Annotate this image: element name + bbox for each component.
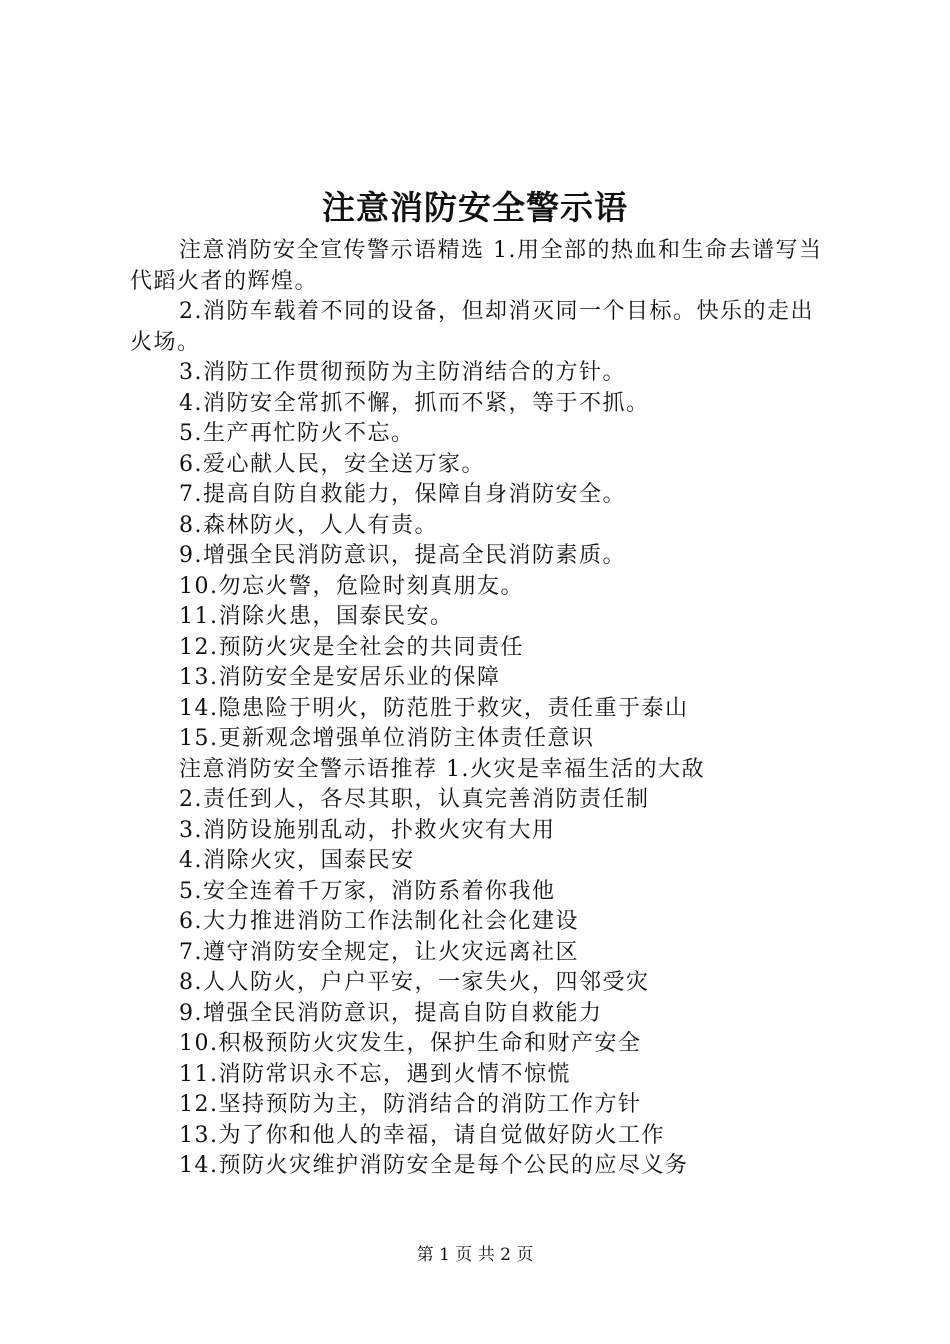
list-item: 6.爱心献人民，安全送万家。 [179, 451, 485, 477]
list-item: 6.大力推进消防工作法制化社会化建设 [179, 909, 579, 934]
list-item: 3.消防设施别乱动，扑救火灾有大用 [179, 817, 556, 843]
list-item: 2.责任到人，各尽其职，认真完善消防责任制 [179, 787, 650, 812]
list-item: 14.隐患险于明火，防范胜于救灾，责任重于泰山 [179, 695, 689, 721]
list-item: 10.勿忘火警，危险时刻真朋友。 [179, 573, 524, 599]
list-item: 8.人人防火，户户平安，一家失火，四邻受灾 [179, 970, 650, 995]
paragraph: 2.消防车载着不同的设备，但却消灭同一个目标。快乐的走出火场。 [130, 299, 814, 355]
list-item: 12.坚持预防为主，防消结合的消防工作方针 [179, 1092, 642, 1117]
list-item: 12.预防火灾是全社会的共同责任 [179, 634, 524, 660]
list-item: 5.安全连着千万家，消防系着你我他 [179, 878, 556, 904]
list-item: 7.提高自防自救能力，保障自身消防安全。 [179, 482, 626, 507]
section-heading-line: 注意消防安全警示语推荐 1.火灾是幸福生活的大敌 [179, 756, 705, 782]
document-title: 注意消防安全警示语 [322, 188, 628, 227]
list-item: 4.消除火灾，国泰民安 [179, 848, 415, 873]
list-item: 11.消除火患，国泰民安。 [179, 604, 454, 629]
document-body [130, 236, 836, 1182]
list-item: 7.遵守消防安全规定，让火灾远离社区 [179, 939, 579, 965]
list-item: 9.增强全民消防意识，提高自防自救能力 [179, 1000, 603, 1026]
list-item: 9.增强全民消防意识，提高全民消防素质。 [179, 543, 626, 568]
list-item: 5.生产再忙防火不忘。 [179, 421, 415, 446]
paragraph: 注意消防安全宣传警示语精选 1.用全部的热血和生命去谱写当代蹈火者的辉煌。 [130, 238, 823, 294]
list-item: 15.更新观念增强单位消防主体责任意识 [179, 726, 595, 751]
list-item: 3.消防工作贯彻预防为主防消结合的方针。 [179, 360, 626, 385]
list-item: 10.积极预防火灾发生，保护生命和财产安全 [179, 1031, 642, 1056]
list-item: 4.消防安全常抓不懈，抓而不紧，等于不抓。 [179, 390, 650, 416]
page-footer: 第 1 页 共 2 页 [416, 1245, 534, 1265]
list-item: 13.为了你和他人的幸福，请自觉做好防火工作 [179, 1122, 665, 1148]
list-item: 8.森林防火，人人有责。 [179, 512, 438, 538]
list-item: 14.预防火灾维护消防安全是每个公民的应尽义务 [179, 1153, 689, 1178]
list-item: 13.消防安全是安居乐业的保障 [179, 665, 501, 690]
list-item: 11.消防常识永不忘，遇到火情不惊慌 [179, 1061, 571, 1087]
